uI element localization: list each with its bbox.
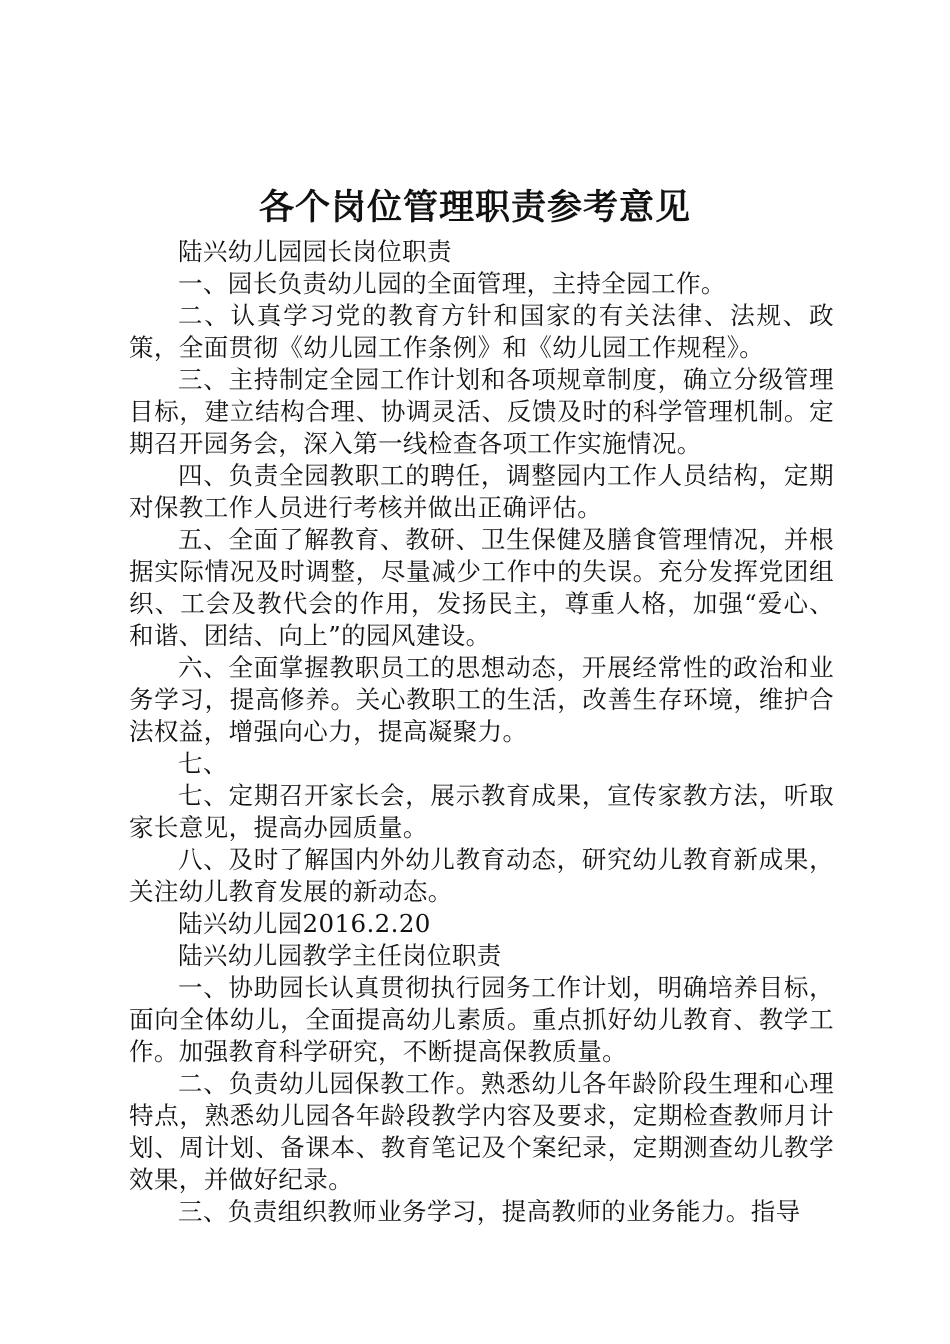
signature-date: 陆兴幼儿园2016.2.20 (178, 909, 431, 938)
paragraph: 二、认真学习党的教育方针和国家的有关法律、法规、政策，全面贯彻《幼儿园工作条例》和《幼儿园工作规程》。 (129, 301, 834, 362)
document-body (129, 236, 834, 1228)
document-title: 各个岗位管理职责参考意见 (258, 187, 691, 228)
paragraph: 五、全面了解教育、教研、卫生保健及膳食管理情况，并根据实际情况及时调整，尽量减少工作中的失误。充分发挥党团组织、工会及教代会的作用，发扬民主，尊重人格，加强“爱心、和谐、团结、向上”的园风建设。 (129, 525, 834, 650)
paragraph: 一、协助园长认真贯彻执行园务工作计划，明确培养目标，面向全体幼儿，全面提高幼儿素质。重点抓好幼儿教育、教学工作。加强教育科学研究，不断提高保教质量。 (129, 973, 834, 1066)
paragraph: 七、 (178, 749, 228, 778)
paragraph: 六、全面掌握教职员工的思想动态，开展经常性的政治和业务学习，提高修养。关心教职工的生活，改善生存环境，维护合法权益，增强向心力，提高凝聚力。 (129, 653, 834, 746)
paragraph: 三、负责组织教师业务学习，提高教师的业务能力。指导 (178, 1197, 801, 1226)
paragraph: 三、主持制定全园工作计划和各项规章制度，确立分级管理目标，建立结构合理、协调灵活、反馈及时的科学管理机制。定期召开园务会，深入第一线检查各项工作实施情况。 (129, 365, 834, 458)
paragraph: 二、负责幼儿园保教工作。熟悉幼儿各年龄阶段生理和心理特点，熟悉幼儿园各年龄段教学内容及要求，定期检查教师月计划、周计划、备课本、教育笔记及个案纪录，定期测查幼儿教学效果，并做好纪录。 (129, 1069, 834, 1194)
paragraph: 一、园长负责幼儿园的全面管理，主持全园工作。 (178, 269, 726, 298)
paragraph: 四、负责全园教职工的聘任，调整园内工作人员结构，定期对保教工作人员进行考核并做出正确评估。 (129, 461, 834, 522)
paragraph-principal-heading: 陆兴幼儿园园长岗位职责 (178, 237, 452, 266)
paragraph-teaching-director-heading: 陆兴幼儿园教学主任岗位职责 (178, 941, 502, 970)
paragraph: 七、定期召开家长会，展示教育成果，宣传家教方法，听取家长意见，提高办园质量。 (129, 781, 834, 842)
paragraph: 八、及时了解国内外幼儿教育动态，研究幼儿教育新成果，关注幼儿教育发展的新动态。 (129, 845, 834, 906)
